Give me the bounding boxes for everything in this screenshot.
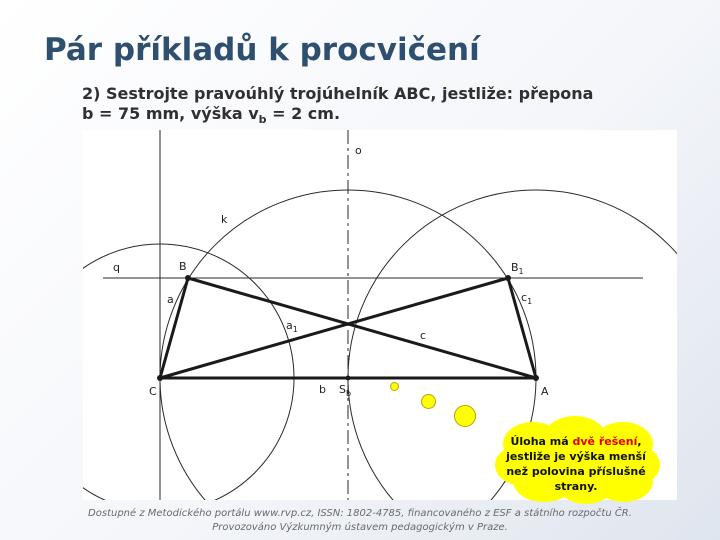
- task-text: [82, 84, 642, 130]
- label-o: o: [355, 144, 362, 157]
- footer-line-1: Dostupné z Metodického portálu www.rvp.cz, ISSN: 1802-4785, financovaného z ESF a státního rozpočtu ČR.: [88, 508, 632, 519]
- circle-c-center: [83, 244, 294, 500]
- note-pre: Úloha má: [510, 435, 573, 448]
- task-line-2b: = 2 cm.: [266, 104, 341, 123]
- task-line-2a: b = 75 mm, výška v: [82, 104, 259, 123]
- note-post: , jestliže je výška menší než polovina příslušné strany.: [506, 435, 646, 493]
- bubble-large: [454, 405, 476, 427]
- slide-title: Pár příkladů k procvičení: [44, 32, 480, 68]
- label-c-vertex: C: [149, 385, 157, 398]
- point-sb: [346, 376, 351, 381]
- task-line-2-sub: b: [258, 113, 267, 127]
- note-text: [500, 434, 652, 494]
- label-sb: $S_b$: [339, 383, 352, 398]
- footer: [0, 507, 720, 535]
- label-b: B: [179, 260, 187, 273]
- note-highlight: dvě řešení: [572, 435, 638, 448]
- footer-line-2: Provozováno Výzkumným ústavem pedagogickým v Praze.: [212, 522, 508, 533]
- label-q: q: [113, 261, 120, 274]
- point-c: [157, 375, 163, 381]
- label-k: k: [221, 213, 228, 226]
- label-b-side: b: [319, 383, 326, 396]
- task-line-1: 2) Sestrojte pravoúhlý trojúhelník ABC, jestliže: přepona: [82, 84, 594, 103]
- label-a: a: [167, 293, 174, 306]
- point-b: [185, 275, 191, 281]
- point-b1: [505, 275, 511, 281]
- label-c1: $c_1$: [521, 291, 533, 306]
- label-a1: $a_1$: [286, 319, 298, 334]
- bubble-small: [390, 382, 399, 391]
- label-a-vertex: A: [541, 385, 549, 398]
- bubble-medium: [421, 394, 436, 409]
- point-a: [533, 375, 539, 381]
- label-c: c: [420, 329, 427, 342]
- label-b1: $B_1$: [511, 261, 524, 276]
